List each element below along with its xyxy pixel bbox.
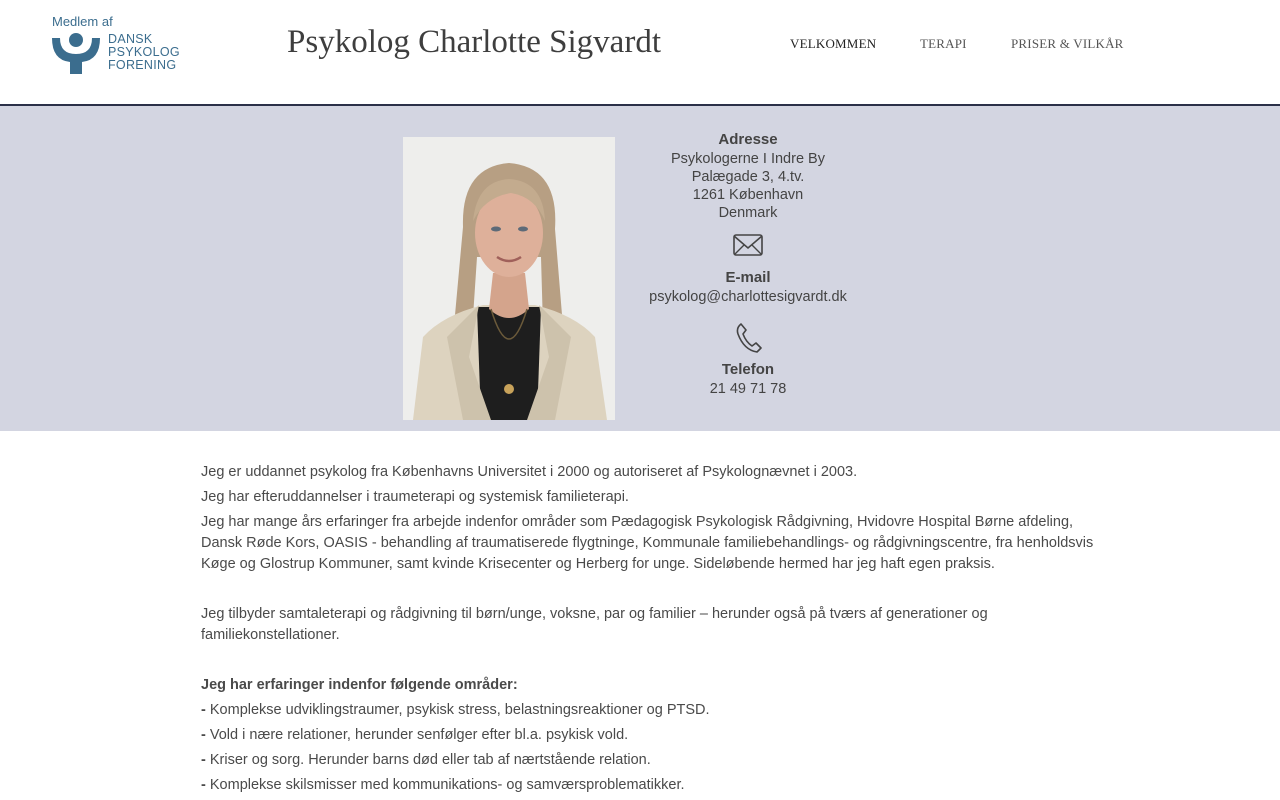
list-item — [201, 775, 1101, 796]
phone-icon[interactable] — [734, 322, 762, 354]
address-line: Denmark — [718, 205, 778, 221]
bullet-marker: - — [201, 777, 206, 793]
logo-line: FORENING — [108, 58, 177, 72]
intro-paragraph: Jeg har efteruddannelser i traumeterapi og systemisk familieterapi. — [201, 489, 629, 505]
email-label: E-mail — [725, 269, 771, 286]
contact-info — [630, 130, 866, 398]
nav-item-velkommen[interactable]: VELKOMMEN — [790, 36, 877, 51]
spacer — [201, 579, 1101, 604]
list-item — [201, 700, 1101, 721]
intro-paragraph: Jeg har mange års erfaringer fra arbejde indenfor områder som Pædagogisk Psykologisk Rådgivning, Hvidovre Hospital Børne afdeling, Dansk Røde Kors, OASIS - behandling af traumatiserede flygtninge, Kommunale familiebehandlings- og rådgivningscentre, fra henholdsvis Køge og Glostrup Kommuner, samt kvinde Krisecenter og Herberg for unge. Sideløbende hermed har jeg haft egen praksis. — [201, 514, 1094, 572]
spacer — [201, 650, 1101, 675]
address-label: Adresse — [718, 131, 778, 148]
phone-label: Telefon — [721, 361, 775, 378]
list-item — [201, 725, 1101, 746]
portrait-photo — [403, 137, 615, 420]
nav-item-priser-vilkaar[interactable]: PRISER & VILKÅR — [1011, 36, 1124, 51]
address-line: Palægade 3, 4.tv. — [691, 169, 805, 185]
areas-heading: Jeg har erfaringer indenfor følgende områder: — [201, 677, 518, 693]
intro-paragraph: Jeg er uddannet psykolog fra Københavns Universitet i 2000 og autoriseret af Psykolognævnet i 2003. — [201, 464, 858, 480]
portrait-illustration — [403, 137, 615, 420]
nav-item-terapi[interactable]: TERAPI — [920, 36, 967, 51]
address-line: 1261 København — [692, 187, 804, 203]
bullet-marker: - — [201, 752, 206, 768]
phone-number[interactable]: 21 49 71 78 — [709, 381, 787, 397]
list-item — [201, 750, 1101, 771]
list-item-text: Kriser og sorg. Herunder barns død eller tab af nærtstående relation. — [209, 752, 651, 768]
bullet-marker: - — [201, 702, 206, 718]
site-title[interactable]: Psykolog Charlotte Sigvardt — [287, 24, 661, 60]
logo-line: DANSK — [108, 32, 153, 46]
envelope-icon[interactable] — [732, 232, 764, 258]
main-content — [201, 462, 1101, 800]
list-item-text: Komplekse udviklingstraumer, psykisk stress, belastningsreaktioner og PTSD. — [209, 702, 710, 718]
list-item-text: Vold i nære relationer, herunder senfølger efter bl.a. psykisk vold. — [209, 727, 629, 743]
logo-line: PSYKOLOG — [108, 45, 180, 59]
main-nav — [0, 36, 1280, 56]
email-link[interactable]: psykolog@charlottesigvardt.dk — [649, 289, 847, 305]
offer-paragraph: Jeg tilbyder samtaleterapi og rådgivning til børn/unge, voksne, par og familier – herunder også på tværs af generationer og familiekonstellationer. — [201, 606, 988, 643]
logo-member-text: Medlem af — [52, 14, 113, 29]
address-line: Psykologerne I Indre By — [671, 151, 825, 167]
contact-band — [0, 106, 1280, 431]
list-item-text: Komplekse skilsmisser med kommunikations- og samværsproblematikker. — [209, 777, 685, 793]
site-header — [0, 0, 1280, 106]
bullet-marker: - — [201, 727, 206, 743]
